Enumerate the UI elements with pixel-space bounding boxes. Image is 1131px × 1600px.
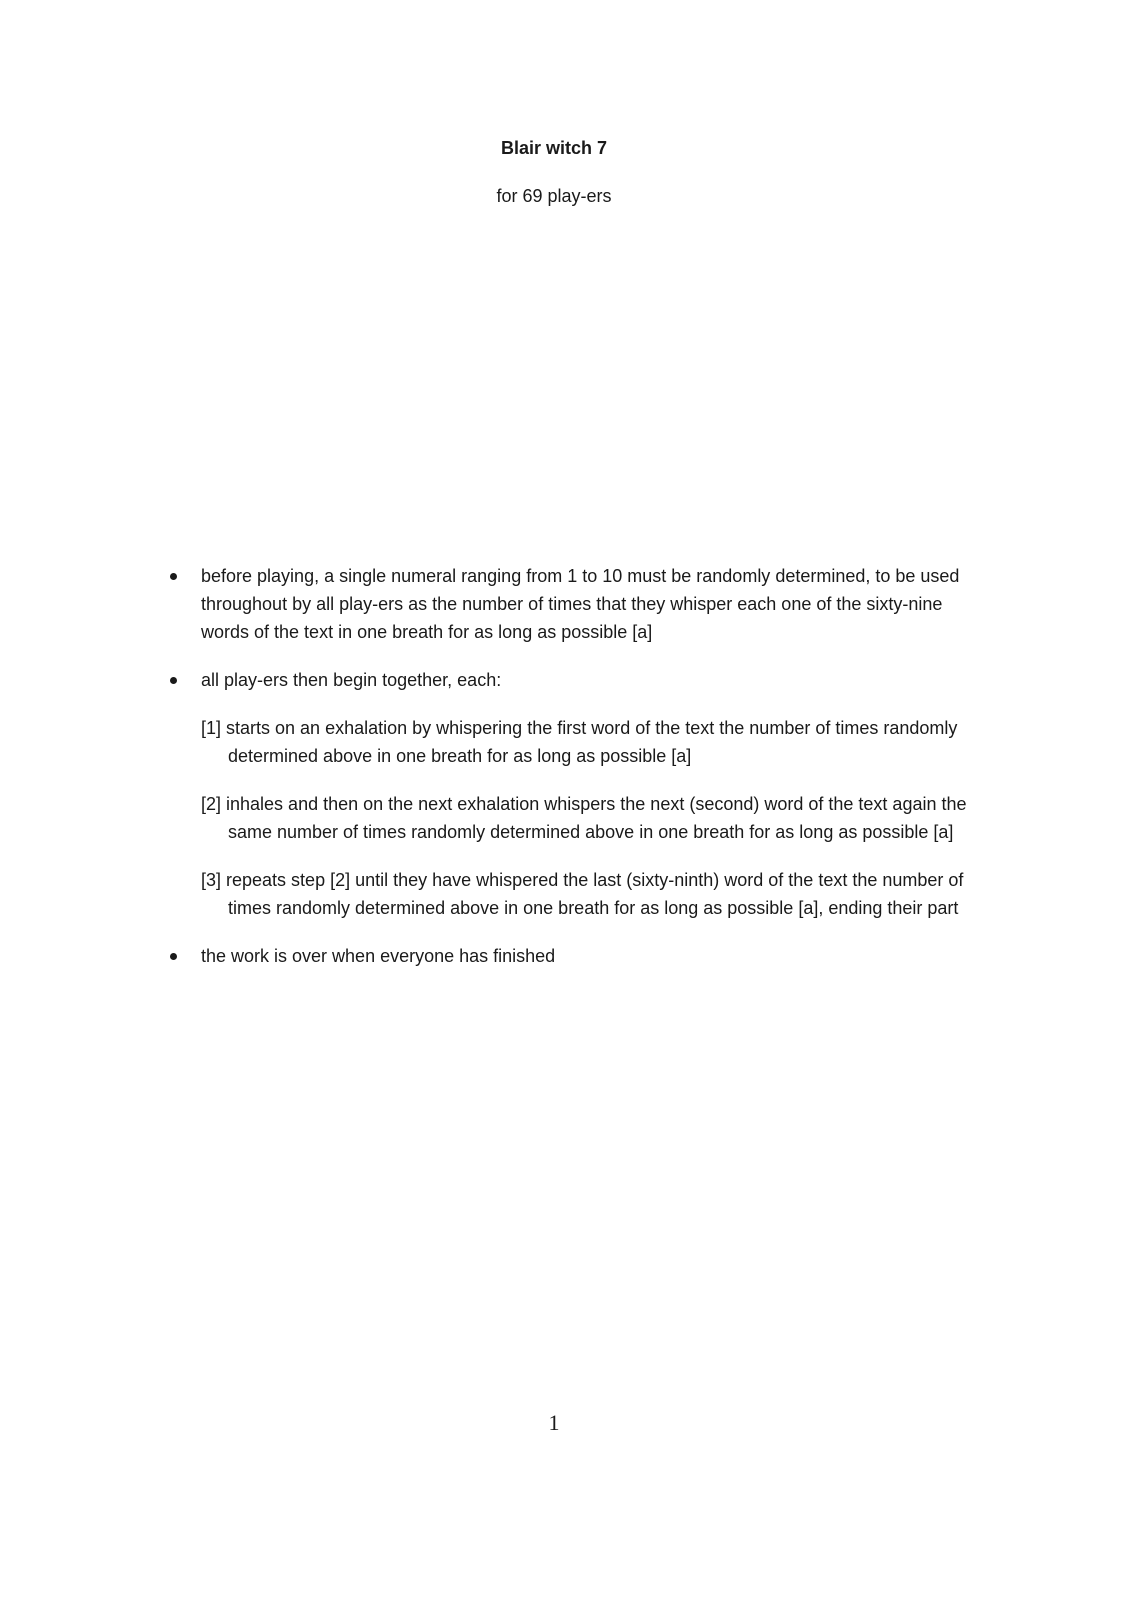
instruction-list: [0, 562, 1131, 970]
instruction-item: [0, 942, 981, 970]
bullet-icon: [170, 573, 177, 580]
instruction-item: [0, 666, 981, 922]
document-subtitle: for 69 play-ers: [496, 186, 612, 206]
step-list: [201, 714, 981, 922]
bullet-icon: [170, 677, 177, 684]
document-title: Blair witch 7: [500, 138, 608, 158]
instruction-text: the work is over when everyone has finished: [201, 946, 556, 966]
page-number: 1: [548, 1410, 560, 1435]
instruction-text: all play-ers then begin together, each:: [201, 670, 502, 690]
instruction-text: before playing, a single numeral ranging from 1 to 10 must be randomly determined, to be used throughout by all play-ers as the number of times that they whisper each one of the sixty-nine words of the text in one breath for as long as possible [a]: [201, 566, 960, 642]
bullet-icon: [170, 953, 177, 960]
step-item: [1] starts on an exhalation by whispering the first word of the text the number of times randomly determined above in one breath for as long as possible [a]: [201, 718, 958, 766]
instruction-item: [0, 562, 981, 646]
step-item: [3] repeats step [2] until they have whispered the last (sixty-ninth) word of the text the number of times randomly determined above in one breath for as long as possible [a], ending their part: [201, 870, 964, 918]
step-item: [2] inhales and then on the next exhalation whispers the next (second) word of the text again the same number of times randomly determined above in one breath for as long as possible [a]: [201, 794, 967, 842]
